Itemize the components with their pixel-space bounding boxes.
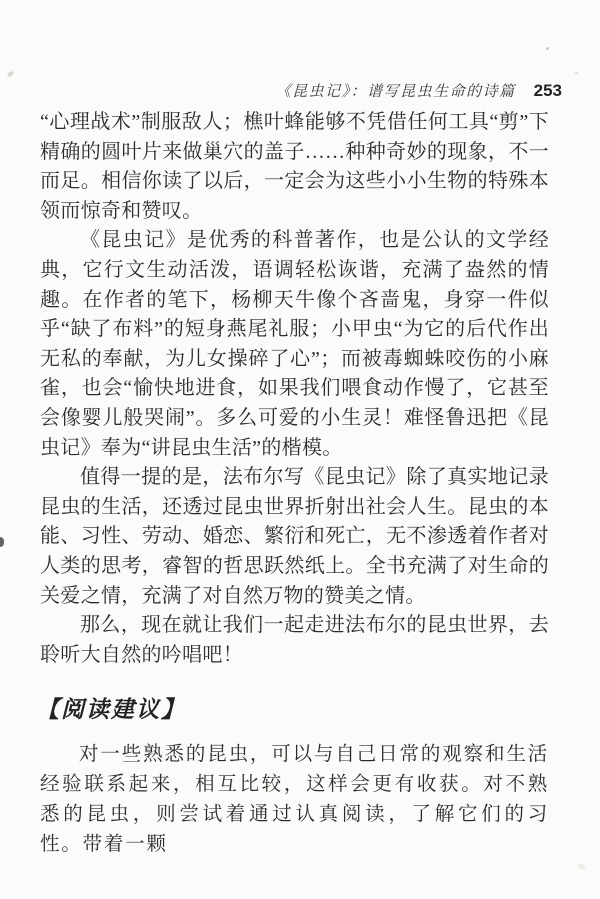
body-paragraph: 值得一提的是，法布尔写《昆虫记》除了真实地记录昆虫的生活，还透过昆虫世界折射出社会人生。昆虫的本能、习性、劳动、婚恋、繁衍和死亡，无不渗透着作者对人类的思考，睿智的哲思跃然纸上。全书充满了对生命的关爱之情，充满了对自然万物的赞美之情。: [40, 466, 549, 607]
page-number: 253: [533, 81, 562, 100]
scan-artifact-speck: [576, 863, 586, 871]
body-paragraph: 《昆虫记》是优秀的科普著作，也是公认的文学经典，它行文生动活泼，语调轻松诙谐，充满了盎然的情趣。在作者的笔下，杨柳天牛像个吝啬鬼，身穿一件似乎“缺了布料”的短身燕尾礼服；小甲虫“为它的后代作出无私的奉献，为儿女操碎了心”；而被毒蜘蛛咬伤的小麻雀，也会“愉快地进食，如果我们喂食动作慢了，它甚至会像婴儿般哭闹”。多么可爱的小生灵！难怪鲁迅把《昆虫记》奉为“讲昆虫生活”的楷模。: [40, 229, 549, 459]
scan-artifact-speck: [575, 72, 578, 74]
section-paragraph: 对一些熟悉的昆虫，可以与自己日常的观察和生活经验联系起来，相互比较，这样会更有收获。对不熟悉的昆虫，则尝试着通过认真阅读，了解它们的习性。带着一颗: [40, 744, 549, 856]
section-heading-reading-suggestions: 【阅读建议】: [36, 697, 186, 723]
body-paragraph: 那么，现在就让我们一起走进法布尔的昆虫世界，去聆听大自然的吟唱吧！: [40, 614, 549, 666]
page-header: [0, 80, 562, 101]
scan-artifact-speck: [546, 47, 549, 50]
running-title: 《昆虫记》：谱写昆虫生命的诗篇: [275, 84, 516, 100]
scan-artifact-speck: [6, 70, 14, 77]
page-content: [36, 108, 549, 860]
body-paragraph-continuation: “心理战术”制服敌人；樵叶蜂能够不凭借任何工具“剪”下精确的圆叶片来做巢穴的盖子……种种奇妙的现象，不一而足。相信你读了以后，一定会为这些小小生物的特殊本领而惊奇和赞叹。: [40, 111, 549, 222]
scan-artifact-left-edge: [0, 537, 4, 547]
